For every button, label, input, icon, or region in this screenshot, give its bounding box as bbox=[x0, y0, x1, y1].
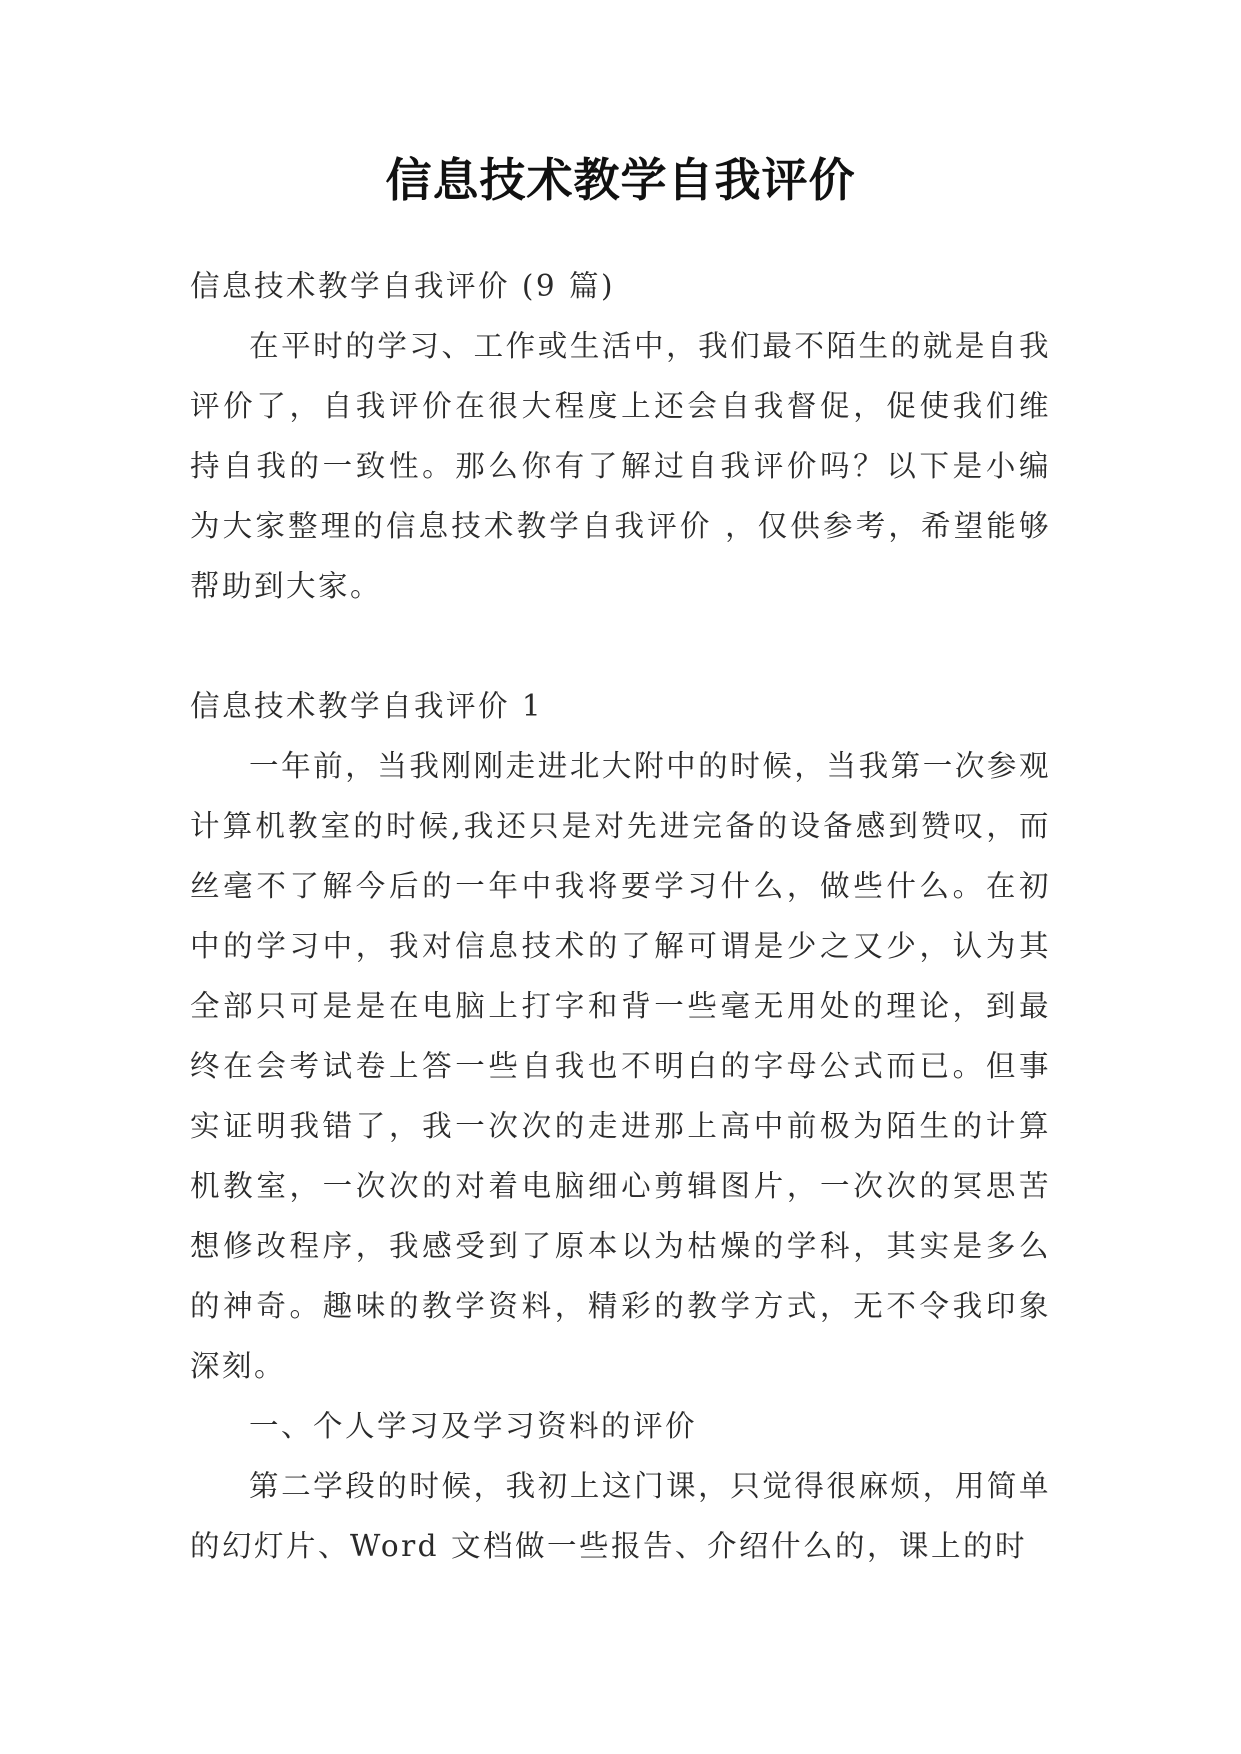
document-title: 信息技术教学自我评价 bbox=[385, 153, 856, 207]
intro-paragraph: 在平时的学习、工作或生活中，我们最不陌生的就是自我评价了，自我评价在很大程度上还会自我督促，促使我们维持自我的一致性。那么你有了解过自我评价吗？以下是小编为大家整理的信息技术教学自我评价 ，仅供参考，希望能够帮助到大家。 bbox=[190, 329, 1051, 603]
body-paragraph: 一年前，当我刚刚走进北大附中的时候，当我第一次参观计算机教室的时候,我还只是对先进完备的设备感到赞叹，而丝毫不了解今后的一年中我将要学习什么，做些什么。在初中的学习中，我对信息技术的了解可谓是少之又少，认为其全部只可是是在电脑上打字和背一些毫无用处的理论，到最终在会考试卷上答一些自我也不明白的字母公式而已。但事实证明我错了，我一次次的走进那上高中前极为陌生的计算机教室，一次次的对着电脑细心剪辑图片，一次次的冥思苦想修改程序，我感受到了原本以为枯燥的学科，其实是多么的神奇。趣味的教学资料，精彩的教学方式，无不令我印象深刻。 bbox=[190, 749, 1051, 1383]
document-body bbox=[190, 256, 1051, 1576]
body-paragraph: 第二学段的时候，我初上这门课，只觉得很麻烦，用简单的幻灯片、Word 文档做一些报告、介绍什么的，课上的时 bbox=[190, 1469, 1051, 1563]
subsection-heading: 一、个人学习及学习资料的评价 bbox=[249, 1409, 698, 1443]
section-heading: 信息技术教学自我评价 1 bbox=[190, 689, 544, 723]
document-subtitle: 信息技术教学自我评价 (9 篇) bbox=[190, 269, 616, 303]
paragraph-spacer bbox=[190, 616, 1051, 676]
